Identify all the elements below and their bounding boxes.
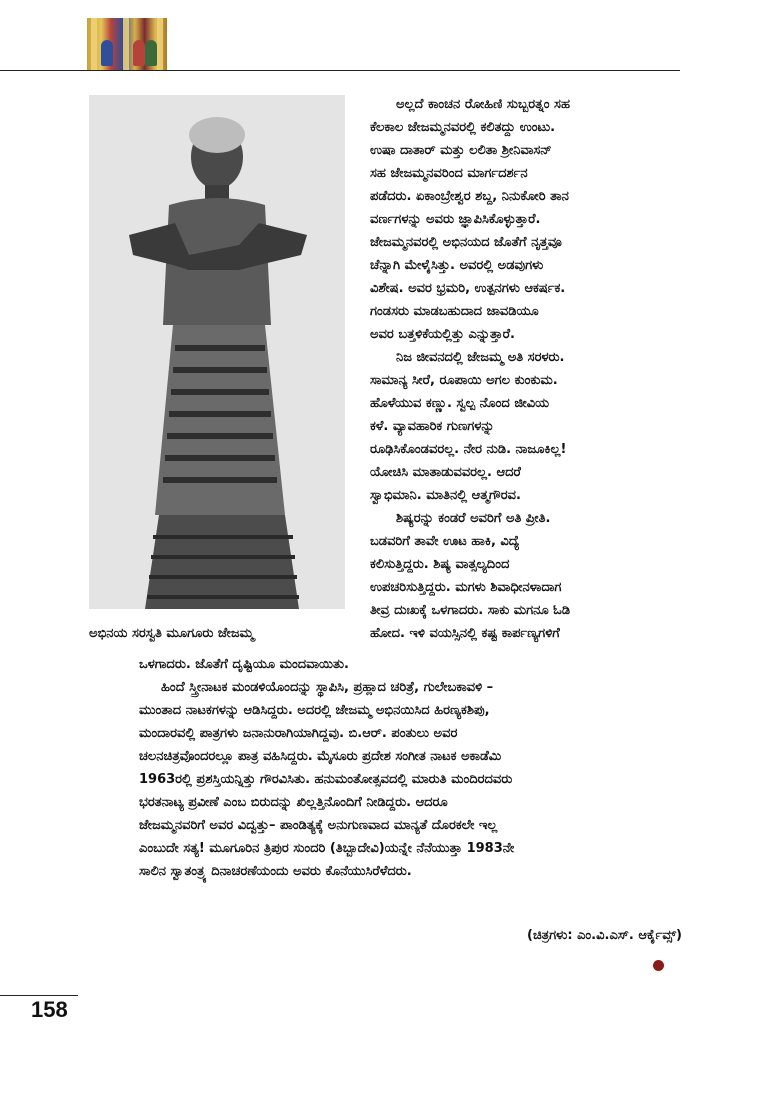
dancer-photo-icon [89, 95, 345, 609]
photo-caption: ಅಭಿನಯ ಸರಸ್ವತಿ ಮೂಗೂರು ಜೇಜಮ್ಮ [89, 626, 254, 641]
text-line: ಎಂಬುದೇ ಸತ್ಯ! ಮೂಗೂರಿನ ತ್ರಿಪುರ ಸುಂದರಿ (ತಿಬ್ಬಾದೇವಿ)ಯನ್ನೇ ನೆನೆಯುತ್ತಾ 1983ನೇ [139, 841, 515, 856]
text-line: ಮುಂತಾದ ನಾಟಕಗಳನ್ನು ಆಡಿಸಿದ್ದರು. ಅದರಲ್ಲಿ ಜೇಜಮ್ಮ ಅಭಿನಯಿಸಿದ ಹಿರಣ್ಯಕಶಿಪು, [139, 703, 490, 718]
text-line: ಪಡೆದರು. ಏಕಾಂಬ್ರೇಶ್ವರ ಶಬ್ದ, ನಿನುಕೋರಿ ತಾನ [370, 189, 569, 204]
text-line: ನಿಜ ಜೀವನದಲ್ಲಿ ಜೇಜಮ್ಮ ಅತಿ ಸರಳರು. [396, 350, 565, 365]
text-line: ಜೇಜಮ್ಮನವರಿಗೆ ಅವರ ವಿದ್ವತ್ತು– ಪಾಂಡಿತ್ಯಕ್ಕೆ ಅನುಗುಣವಾದ ಮಾನ್ಯತೆ ದೊರಕಲೇ ಇಲ್ಲ [139, 818, 498, 833]
text-line: ಕಲಿಸುತ್ತಿದ್ದರು. ಶಿಷ್ಯ ವಾತ್ಸಲ್ಯದಿಂದ [370, 557, 510, 572]
temple-painting-thumbnail-icon [87, 18, 167, 70]
text-line: ವರ್ಣಗಳನ್ನು ಅವರು ಜ್ಞಾಪಿಸಿಕೊಳ್ಳುತ್ತಾರೆ. [370, 212, 541, 227]
text-line: ಹೊಳೆಯುವ ಕಣ್ಣು. ಸ್ವಲ್ಪ ನೊಂದ ಜೀವಿಯ [370, 396, 550, 411]
text-line: ಹೋದ. ಇಳಿ ವಯಸ್ಸಿನಲ್ಲಿ ಕಷ್ಟ ಕಾರ್ಪಣ್ಯಗಳಿಗೆ [370, 626, 560, 641]
text-line: ವಿಶೇಷ. ಅವರ ಭ್ರಮರಿ, ಉತ್ಪನಗಳು ಆಕರ್ಷಕ. [370, 281, 566, 296]
text-line: ಕಳೆ. ವ್ಯಾವಹಾರಿಕ ಗುಣಗಳನ್ನು [370, 419, 495, 434]
text-line: ಸಾಮಾನ್ಯ ಸೀರೆ, ರೂಪಾಯಿ ಅಗಲ ಕುಂಕುಮ. [370, 373, 558, 388]
text-line: ಸಹ ಜೇಜಮ್ಮನವರಿಂದ ಮಾರ್ಗದರ್ಶನ [370, 166, 528, 181]
text-line: ಭರತನಾಟ್ಯ ಪ್ರವೀಣೆ ಎಂಬ ಬಿರುದನ್ನು ಖಿಲ್ಲತ್ತಿನೊಂದಿಗೆ ನೀಡಿದ್ದರು. ಆದರೂ [139, 795, 448, 810]
text-line: ಜೇಜಮ್ಮನವರಲ್ಲಿ ಅಭಿನಯದ ಜೊತೆಗೆ ನೃತ್ತವೂ [370, 235, 562, 250]
text-line: ಒಳಗಾದರು. ಜೊತೆಗೆ ದೃಷ್ಟಿಯೂ ಮಂದವಾಯಿತು. [139, 657, 349, 672]
page-number: 158 [31, 997, 68, 1022]
text-line: ಉಪಚರಿಸುತ್ತಿದ್ದರು. ಮಗಳು ಶಿವಾಧೀನಳಾದಾಗ [370, 580, 562, 595]
text-line: ತೀವ್ರ ದುಃಖಕ್ಕೆ ಒಳಗಾದರು. ಸಾಕು ಮಗನೂ ಓಡಿ [370, 603, 571, 618]
text-line: ರೂಢಿಸಿಕೊಂಡವರಲ್ಲ. ನೇರ ನುಡಿ. ನಾಜೂಕಿಲ್ಲ! [370, 442, 567, 457]
text-line: 1963ರಲ್ಲಿ ಪ್ರಶಸ್ತಿಯನ್ನಿತ್ತು ಗೌರವಿಸಿತು. ಹನುಮಂತೋತ್ಸವದಲ್ಲಿ ಮಾರುತಿ ಮಂದಿರದವರು [139, 772, 513, 787]
text-line: ಶಿಷ್ಯರನ್ನು ಕಂಡರೆ ಅವರಿಗೆ ಅತಿ ಪ್ರೀತಿ. [396, 511, 551, 526]
text-line: ಸ್ವಾಭಿಮಾನಿ. ಮಾತಿನಲ್ಲಿ ಆತ್ಮಗೌರವ. [370, 488, 521, 503]
photo-credit: (ಚಿತ್ರಗಳು: ಎಂ.ವಿ.ಎಸ್. ಆರ್ಕೈವ್ಸ್) [527, 928, 682, 943]
text-line: ಯೋಚಿಸಿ ಮಾತಾಡುವವರಲ್ಲ. ಆದರೆ [370, 465, 521, 480]
text-line: ಚೆನ್ನಾಗಿ ಮೇಳೈಸಿತ್ತು. ಅವರಲ್ಲಿ ಅಡವುಗಳು [370, 258, 544, 273]
text-line: ಅವರ ಬತ್ತಳಿಕೆಯಲ್ಲಿತ್ತು ಎನ್ನುತ್ತಾರೆ. [370, 327, 515, 342]
text-line: ಮಂದಾರವಲ್ಲಿ ಪಾತ್ರಗಳು ಜನಾನುರಾಗಿಯಾಗಿದ್ದವು. ಬಿ.ಆರ್. ಪಂತುಲು ಅವರ [139, 726, 458, 741]
text-line: ಚಲನಚಿತ್ರವೊಂದರಲ್ಲೂ ಪಾತ್ರ ವಹಿಸಿದ್ದರು. ಮೈಸೂರು ಪ್ರದೇಶ ಸಂಗೀತ ನಾಟಕ ಅಕಾಡೆಮಿ [139, 749, 502, 764]
text-line: ಹಿಂದೆ ಸ್ತ್ರೀನಾಟಕ ಮಂಡಳಿಯೊಂದನ್ನು ಸ್ಥಾಪಿಸಿ, ಪ್ರಹ್ಲಾದ ಚರಿತ್ರೆ, ಗುಲೇಬಕಾವಳಿ – [161, 680, 494, 695]
text-line: ಉಷಾ ದಾತಾರ್ ಮತ್ತು ಲಲಿತಾ ಶ್ರೀನಿವಾಸನ್ [370, 143, 552, 158]
text-line: ಕೆಲಕಾಲ ಜೇಜಮ್ಮನವರಲ್ಲಿ ಕಲಿತದ್ದು ಉಂಟು. [370, 120, 556, 135]
text-line: ಅಲ್ಲದೆ ಕಾಂಚನ ರೋಹಿಣಿ ಸುಬ್ಬರತ್ನಂ ಸಹ [396, 97, 570, 112]
footer-rule [0, 995, 78, 996]
end-mark-dot [653, 960, 664, 971]
text-line: ಬಡವರಿಗೆ ತಾವೇ ಊಟ ಹಾಕಿ, ವಿದ್ಯೆ [370, 534, 520, 549]
header-rule [0, 70, 680, 71]
text-line: ಗಂಡಸರು ಮಾಡಬಹುದಾದ ಜಾವಡಿಯೂ [370, 304, 539, 319]
text-line: ಸಾಲಿನ ಸ್ವಾತಂತ್ರ್ಯ ದಿನಾಚರಣೆಯಂದು ಅವರು ಕೊನೆಯುಸಿರೆಳೆದರು. [139, 864, 412, 879]
